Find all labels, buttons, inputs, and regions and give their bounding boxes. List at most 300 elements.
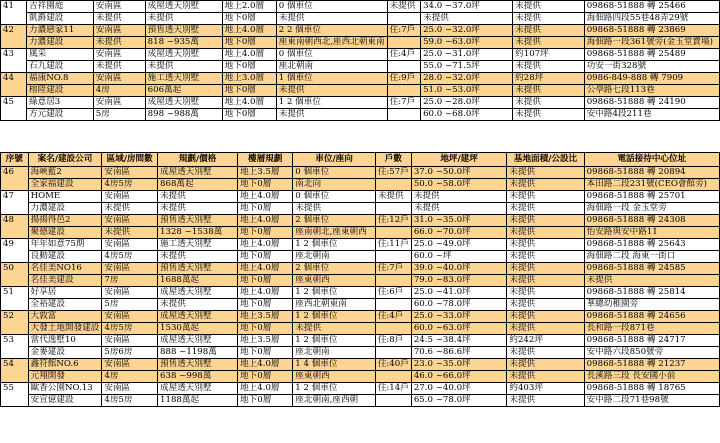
- table-row: [1, 167, 720, 179]
- cell-base-area: 未提供: [507, 311, 584, 323]
- cell-size-range: 28.0 ~32.0坪: [421, 73, 513, 85]
- row-number: 43: [1, 49, 27, 73]
- table-row: [1, 299, 720, 311]
- cell-project-name: 福康NO.8: [27, 73, 94, 85]
- cell-floors: 地下0層: [222, 61, 276, 73]
- table-row: [1, 383, 720, 395]
- cell-contact: 華總幼稚園旁: [584, 299, 719, 311]
- cell-contact: 09868-51888 轉 24717: [584, 335, 719, 347]
- table-row: [1, 37, 720, 49]
- cell-project-name: 方元建設: [27, 109, 94, 121]
- cell-base-area: 未提供: [513, 61, 585, 73]
- cell-district: 4房5房: [102, 179, 158, 191]
- cell-units: 住:57戶: [375, 167, 411, 179]
- cell-size-range: 46.0 ~66.0坪: [411, 371, 507, 383]
- cell-units: 住:7戶: [387, 97, 420, 109]
- cell-size-range: 70.6 ~86.6坪: [411, 347, 507, 359]
- cell-floors: 地下0層: [222, 85, 276, 97]
- table-row: [1, 179, 720, 191]
- cell-plan-type: 1188萬起: [158, 395, 238, 407]
- cell-size-range: 51.0 ~53.0坪: [421, 85, 513, 97]
- cell-contact: 海佃路一段 金玉堂旁: [584, 203, 719, 215]
- cell-size-range: 25.0 ~41.0坪: [411, 287, 507, 299]
- cell-parking: 2 個車位: [293, 215, 376, 227]
- cell-floors: 地上4.0層: [222, 25, 276, 37]
- cell-units: [375, 371, 411, 383]
- cell-base-area: 未提供: [507, 323, 584, 335]
- cell-floors: 地上4.0層: [238, 287, 293, 299]
- cell-project-name: 安宣億建設: [28, 395, 102, 407]
- cell-district: 5房: [102, 299, 158, 311]
- table-row: [1, 203, 720, 215]
- table-header-row: [1, 153, 720, 167]
- cell-plan-type: 成屋透天別墅: [145, 49, 222, 61]
- cell-plan-type: 成屋透天別墅: [145, 1, 222, 13]
- cell-parking: 未提供: [293, 323, 376, 335]
- cell-project-name: 良動建設: [28, 251, 102, 263]
- cell-parking: 未提供: [293, 203, 376, 215]
- cell-district: 未提供: [93, 13, 145, 25]
- cell-floors: 地上4.0層: [238, 191, 293, 203]
- cell-contact: 09868-51888 轉 20894: [584, 167, 719, 179]
- cell-district: 未提供: [93, 61, 145, 73]
- cell-floors: 地下0層: [238, 203, 293, 215]
- row-number: 46: [1, 167, 29, 191]
- cell-floors: 地下0層: [238, 323, 293, 335]
- cell-base-area: 未提供: [513, 1, 585, 13]
- header-contact: 電話接待中心位址: [584, 153, 719, 167]
- cell-contact: 09868-51888 轉 18765: [584, 383, 719, 395]
- cell-floors: 地下0層: [238, 347, 293, 359]
- cell-project-name: 揚揚得邑2: [28, 215, 102, 227]
- cell-plan-type: 施工透天別墅: [158, 239, 238, 251]
- cell-contact: 長溪路三段 長安國小前: [584, 371, 719, 383]
- cell-base-area: 約403坪: [507, 383, 584, 395]
- cell-floors: 地上2.0層: [222, 1, 276, 13]
- cell-floors: 地下0層: [238, 395, 293, 407]
- cell-size-range: 79.0 ~83.0坪: [411, 275, 507, 287]
- cell-size-range: 25.0 ~31.0坪: [421, 49, 513, 61]
- cell-contact: 海佃路一段361號旁(金玉堂賣場): [584, 37, 719, 49]
- cell-units: 住:40戶: [375, 359, 411, 371]
- cell-parking: 2 個車位: [293, 263, 376, 275]
- cell-units: 住:12戶: [375, 215, 411, 227]
- cell-base-area: 未提供: [507, 251, 584, 263]
- cell-district: 安南區: [102, 215, 158, 227]
- header-plan: 規劃/價格: [158, 153, 238, 167]
- cell-project-name: 好享居: [28, 287, 102, 299]
- cell-contact: 安中路二段71巷98號: [584, 395, 719, 407]
- cell-district: 安南區: [102, 311, 158, 323]
- cell-contact: 09868-51888 轉 24190: [584, 97, 719, 109]
- table-row: [1, 239, 720, 251]
- cell-project-name: 大敦富: [28, 311, 102, 323]
- cell-project-name: 榕陞建設: [27, 85, 94, 97]
- cell-size-range: 65.0 ~78.0坪: [411, 395, 507, 407]
- cell-size-range: 59.0 ~63.0坪: [421, 37, 513, 49]
- cell-project-name: 吉祥園庭: [27, 1, 94, 13]
- header-floors: 樓層規劃: [238, 153, 293, 167]
- table-row: [1, 263, 720, 275]
- cell-size-range: 未提供: [421, 13, 513, 25]
- cell-plan-type: 成屋透天別墅: [158, 335, 238, 347]
- table-row: [1, 215, 720, 227]
- cell-plan-type: 未提供: [145, 61, 222, 73]
- cell-parking: 座北朝南,座西朝: [293, 395, 376, 407]
- cell-base-area: 未提供: [513, 97, 585, 109]
- cell-plan-type: 未提供: [145, 13, 222, 25]
- row-number: 42: [1, 25, 27, 49]
- cell-units: 住:8戶: [375, 335, 411, 347]
- cell-size-range: 60.0 ~63.0坪: [411, 323, 507, 335]
- cell-district: 安南區: [93, 97, 145, 109]
- cell-units: 住:9戶: [387, 73, 420, 85]
- cell-district: 安南區: [102, 335, 158, 347]
- cell-project-name: 風采: [27, 49, 94, 61]
- cell-parking: 南北向: [293, 179, 376, 191]
- cell-size-range: 未提供: [411, 203, 507, 215]
- cell-project-name: 歐香公園NO.13: [28, 383, 102, 395]
- table-row: [1, 371, 720, 383]
- cell-units: [387, 13, 420, 25]
- table-row: [1, 323, 720, 335]
- cell-project-name: 力濃建設: [28, 203, 102, 215]
- cell-contact: 本田路二段231號(CEO會館旁): [584, 179, 719, 191]
- cell-district: 4房: [102, 371, 158, 383]
- cell-plan-type: 成屋透天別墅: [158, 383, 238, 395]
- cell-contact: 09868-51888 轉 23869: [584, 25, 719, 37]
- cell-size-range: 25.0 ~33.0坪: [411, 311, 507, 323]
- cell-contact: 09868-51888 轉 25814: [584, 287, 719, 299]
- cell-district: 安南區: [102, 359, 158, 371]
- table-row: [1, 227, 720, 239]
- cell-plan-type: 預售透天別墅: [158, 359, 238, 371]
- cell-plan-type: 888 ~1198萬: [158, 347, 238, 359]
- cell-units: [375, 251, 411, 263]
- cell-units: 住:4戶: [375, 311, 411, 323]
- cell-plan-type: 898 ~988萬: [145, 109, 222, 121]
- table-row: [1, 49, 720, 61]
- cell-size-range: 39.0 ~40.0坪: [411, 263, 507, 275]
- cell-floors: 地下0層: [238, 275, 293, 287]
- table-row: [1, 191, 720, 203]
- cell-project-name: 全裕建設: [28, 299, 102, 311]
- row-number: 53: [1, 335, 29, 359]
- cell-size-range: 25.0 ~32.0坪: [421, 25, 513, 37]
- cell-floors: 地上4.0層: [222, 49, 276, 61]
- cell-units: [375, 179, 411, 191]
- cell-contact: 09868-51888 轉 24656: [584, 311, 719, 323]
- cell-parking: 座東朝西: [293, 371, 376, 383]
- cell-district: 未提供: [102, 227, 158, 239]
- cell-base-area: 未提供: [507, 347, 584, 359]
- table-row: [1, 311, 720, 323]
- row-number: 47: [1, 191, 29, 215]
- cell-parking: 座東朝西: [293, 275, 376, 287]
- cell-parking: 2 2 個車位: [276, 25, 387, 37]
- cell-plan-type: 1688萬起: [158, 275, 238, 287]
- cell-contact: 09868-51888 轉 24308: [584, 215, 719, 227]
- table-row: [1, 335, 720, 347]
- table-row: [1, 73, 720, 85]
- cell-parking: 1 2 個車位: [293, 287, 376, 299]
- cell-units: 住:11戶: [375, 239, 411, 251]
- listing-table-top: [0, 0, 720, 121]
- cell-district: 4房: [93, 85, 145, 97]
- cell-project-name: 綠意居3: [27, 97, 94, 109]
- table-row: [1, 61, 720, 73]
- cell-district: 安南區: [93, 73, 145, 85]
- cell-parking: 未提供: [276, 85, 387, 97]
- cell-district: 安南區: [93, 25, 145, 37]
- cell-project-name: 凱爵建設: [27, 13, 94, 25]
- cell-units: [375, 275, 411, 287]
- cell-parking: 0 個車位: [293, 191, 376, 203]
- cell-units: [375, 227, 411, 239]
- cell-size-range: 27.0 ~40.0坪: [411, 383, 507, 395]
- row-number: 55: [1, 383, 29, 407]
- cell-project-name: 力濃戀家11: [27, 25, 94, 37]
- header-units: 戶數: [375, 153, 411, 167]
- cell-base-area: 未提供: [513, 13, 585, 25]
- cell-parking: 0 個車位: [276, 49, 387, 61]
- cell-parking: 座南朝北,座東朝西: [293, 227, 376, 239]
- cell-units: 住:6戶: [375, 287, 411, 299]
- cell-base-area: 未提供: [507, 299, 584, 311]
- table-row: [1, 275, 720, 287]
- cell-plan-type: 1530萬起: [158, 323, 238, 335]
- row-number: 41: [1, 1, 27, 25]
- cell-floors: 地上4.0層: [238, 215, 293, 227]
- table-row: [1, 1, 720, 13]
- cell-floors: 地下0層: [222, 37, 276, 49]
- cell-district: 安南區: [102, 287, 158, 299]
- cell-contact: 海佃路二段 海東一街口: [584, 251, 719, 263]
- cell-base-area: 未提供: [507, 239, 584, 251]
- table-row: [1, 287, 720, 299]
- cell-size-range: 25.0 ~49.0坪: [411, 239, 507, 251]
- cell-units: 住:7戶: [387, 25, 420, 37]
- table-row: [1, 109, 720, 121]
- cell-plan-type: 成屋透天別墅: [158, 287, 238, 299]
- cell-parking: 1 4 個車位: [293, 359, 376, 371]
- cell-base-area: 未提供: [513, 37, 585, 49]
- row-number: 45: [1, 97, 27, 121]
- cell-floors: 地上4.0層: [238, 383, 293, 395]
- table-row: [1, 85, 720, 97]
- cell-project-name: 元翔開發: [28, 371, 102, 383]
- cell-parking: 1 2 個車位: [293, 335, 376, 347]
- cell-contact: 09868-51888 轉 21237: [584, 359, 719, 371]
- row-number: 51: [1, 287, 29, 311]
- cell-size-range: 55.0 ~71.5坪: [421, 61, 513, 73]
- cell-floors: 地上4.0層: [238, 239, 293, 251]
- cell-contact: 功安一街328號: [584, 61, 719, 73]
- cell-units: 未提供: [387, 1, 420, 13]
- cell-district: 4房5房: [102, 251, 158, 263]
- row-number: 49: [1, 239, 29, 263]
- cell-district: 7房: [102, 275, 158, 287]
- cell-plan-type: 成屋透天別墅: [145, 97, 222, 109]
- cell-units: [375, 395, 411, 407]
- cell-units: 未提供: [375, 191, 411, 203]
- cell-project-name: 鑫符館NO.6: [28, 359, 102, 371]
- cell-units: [375, 323, 411, 335]
- table-row: [1, 347, 720, 359]
- header-base: 基地面積/公設比: [507, 153, 584, 167]
- cell-units: [387, 109, 420, 121]
- cell-floors: 地上4.0層: [238, 263, 293, 275]
- cell-contact: 09868-51888 轉 25466: [584, 1, 719, 13]
- header-name: 案名/建設公司: [28, 153, 102, 167]
- cell-units: [375, 347, 411, 359]
- cell-parking: 座西北朝東南: [293, 299, 376, 311]
- table-row: [1, 251, 720, 263]
- cell-contact: 安中路六段850號旁: [584, 347, 719, 359]
- cell-project-name: 名佳美建設: [28, 275, 102, 287]
- cell-base-area: 未提供: [507, 395, 584, 407]
- cell-plan-type: 成屋透天別墅: [158, 311, 238, 323]
- cell-plan-type: 預售透天別墅: [158, 215, 238, 227]
- cell-parking: 未提供: [276, 109, 387, 121]
- cell-base-area: 未提供: [507, 215, 584, 227]
- cell-project-name: 名佳美NO16: [28, 263, 102, 275]
- cell-district: 安南區: [102, 191, 158, 203]
- cell-floors: 地上3.5層: [238, 335, 293, 347]
- header-no: 序號: [1, 153, 29, 167]
- cell-parking: 1 個車位: [276, 73, 387, 85]
- cell-base-area: 未提供: [507, 167, 584, 179]
- cell-plan-type: 施工透天別墅: [145, 73, 222, 85]
- cell-project-name: HOME: [28, 191, 102, 203]
- cell-district: 安南區: [102, 239, 158, 251]
- cell-district: 安南區: [102, 167, 158, 179]
- cell-plan-type: 606萬起: [145, 85, 222, 97]
- cell-district: 安南區: [93, 49, 145, 61]
- cell-district: 安南區: [102, 263, 158, 275]
- cell-project-name: 石九建設: [27, 61, 94, 73]
- cell-units: [387, 85, 420, 97]
- cell-base-area: 未提供: [507, 287, 584, 299]
- cell-plan-type: 未提供: [158, 299, 238, 311]
- cell-district: 未提供: [102, 203, 158, 215]
- cell-district: 5房: [93, 109, 145, 121]
- cell-base-area: 未提供: [507, 371, 584, 383]
- cell-base-area: 未提供: [507, 263, 584, 275]
- cell-base-area: 約242坪: [507, 335, 584, 347]
- cell-plan-type: 未提供: [158, 203, 238, 215]
- cell-units: 住:4戶: [387, 49, 420, 61]
- cell-units: [375, 203, 411, 215]
- header-area: 區域/房間數: [102, 153, 158, 167]
- cell-plan-type: 868萬起: [158, 179, 238, 191]
- cell-floors: 地下0層: [238, 371, 293, 383]
- row-number: 44: [1, 73, 27, 97]
- cell-floors: 地上3.5層: [238, 311, 293, 323]
- cell-contact: 09868-51888 轉 24585: [584, 263, 719, 275]
- cell-contact: 公學路七段113巷: [584, 85, 719, 97]
- header-parking: 車位/座向: [293, 153, 376, 167]
- cell-size-range: 50.0 ~58.0坪: [411, 179, 507, 191]
- cell-parking: 0 個車位: [293, 167, 376, 179]
- cell-units: 住:14戶: [375, 383, 411, 395]
- cell-project-name: 當代逸墅10: [28, 335, 102, 347]
- cell-base-area: 未提供: [507, 179, 584, 191]
- cell-plan-type: 預售透天別墅: [158, 263, 238, 275]
- cell-floors: 地下0層: [238, 299, 293, 311]
- cell-floors: 地下0層: [222, 13, 276, 25]
- cell-base-area: 未提供: [507, 359, 584, 371]
- cell-size-range: 60.0 ~68.0坪: [421, 109, 513, 121]
- listing-table-bottom: [0, 152, 720, 407]
- row-number: 48: [1, 215, 29, 239]
- cell-parking: 1 2 個車位: [293, 311, 376, 323]
- table-row: [1, 25, 720, 37]
- cell-district: 安南區: [102, 383, 158, 395]
- cell-plan-type: 未提供: [158, 191, 238, 203]
- cell-contact: 09868-51888 轉 25489: [584, 49, 719, 61]
- header-size: 地坪/建坪: [411, 153, 507, 167]
- cell-base-area: 未提供: [507, 227, 584, 239]
- cell-project-name: 大發土地開發建設: [28, 323, 102, 335]
- cell-floors: 地上3.0層: [222, 73, 276, 85]
- table-row: [1, 97, 720, 109]
- cell-district: 5房6房: [102, 347, 158, 359]
- cell-project-name: 金麥建設: [28, 347, 102, 359]
- cell-base-area: 約107坪: [513, 49, 585, 61]
- cell-contact: 未提供: [584, 275, 719, 287]
- row-number: 54: [1, 359, 29, 383]
- cell-parking: 座北朝南: [276, 61, 387, 73]
- cell-size-range: 23.0 ~35.0坪: [411, 359, 507, 371]
- cell-parking: 1 2 個車位: [276, 97, 387, 109]
- cell-plan-type: 1328 ~1538萬: [158, 227, 238, 239]
- cell-size-range: 未提供: [411, 191, 507, 203]
- cell-floors: 地下0層: [222, 109, 276, 121]
- table-row: [1, 395, 720, 407]
- cell-plan-type: 638 ~998萬: [158, 371, 238, 383]
- cell-base-area: 未提供: [513, 25, 585, 37]
- cell-plan-type: 成屋透天別墅: [158, 167, 238, 179]
- cell-contact: 09868-51888 轉 25643: [584, 239, 719, 251]
- table-row: [1, 13, 720, 25]
- cell-project-name: 力濃建設: [27, 37, 94, 49]
- row-number: 52: [1, 311, 29, 335]
- cell-floors: 地上3.5層: [238, 167, 293, 179]
- cell-district: 安南區: [93, 1, 145, 13]
- cell-contact: 海佃路四段55巷48弄29號: [584, 13, 719, 25]
- cell-size-range: 24.5 ~38.4坪: [411, 335, 507, 347]
- cell-parking: 0 個車位: [276, 1, 387, 13]
- cell-contact: 安中路4段211巷: [584, 109, 719, 121]
- row-number: 50: [1, 263, 29, 287]
- cell-size-range: 34.0 ~37.0坪: [421, 1, 513, 13]
- cell-parking: 座北朝南: [293, 347, 376, 359]
- cell-contact: 09868-51888 轉 25701: [584, 191, 719, 203]
- cell-units: [387, 37, 420, 49]
- cell-parking: 未提供: [276, 13, 387, 25]
- cell-floors: 地下0層: [238, 179, 293, 191]
- cell-floors: 地下0層: [238, 227, 293, 239]
- cell-district: 未提供: [93, 37, 145, 49]
- cell-base-area: 未提供: [507, 191, 584, 203]
- table-row: [1, 359, 720, 371]
- cell-contact: 怡安路與安中路11: [584, 227, 719, 239]
- cell-floors: 地上4.0層: [222, 97, 276, 109]
- cell-base-area: 未提供: [507, 275, 584, 287]
- cell-parking: 座北朝南: [293, 251, 376, 263]
- cell-base-area: 未提供: [513, 85, 585, 97]
